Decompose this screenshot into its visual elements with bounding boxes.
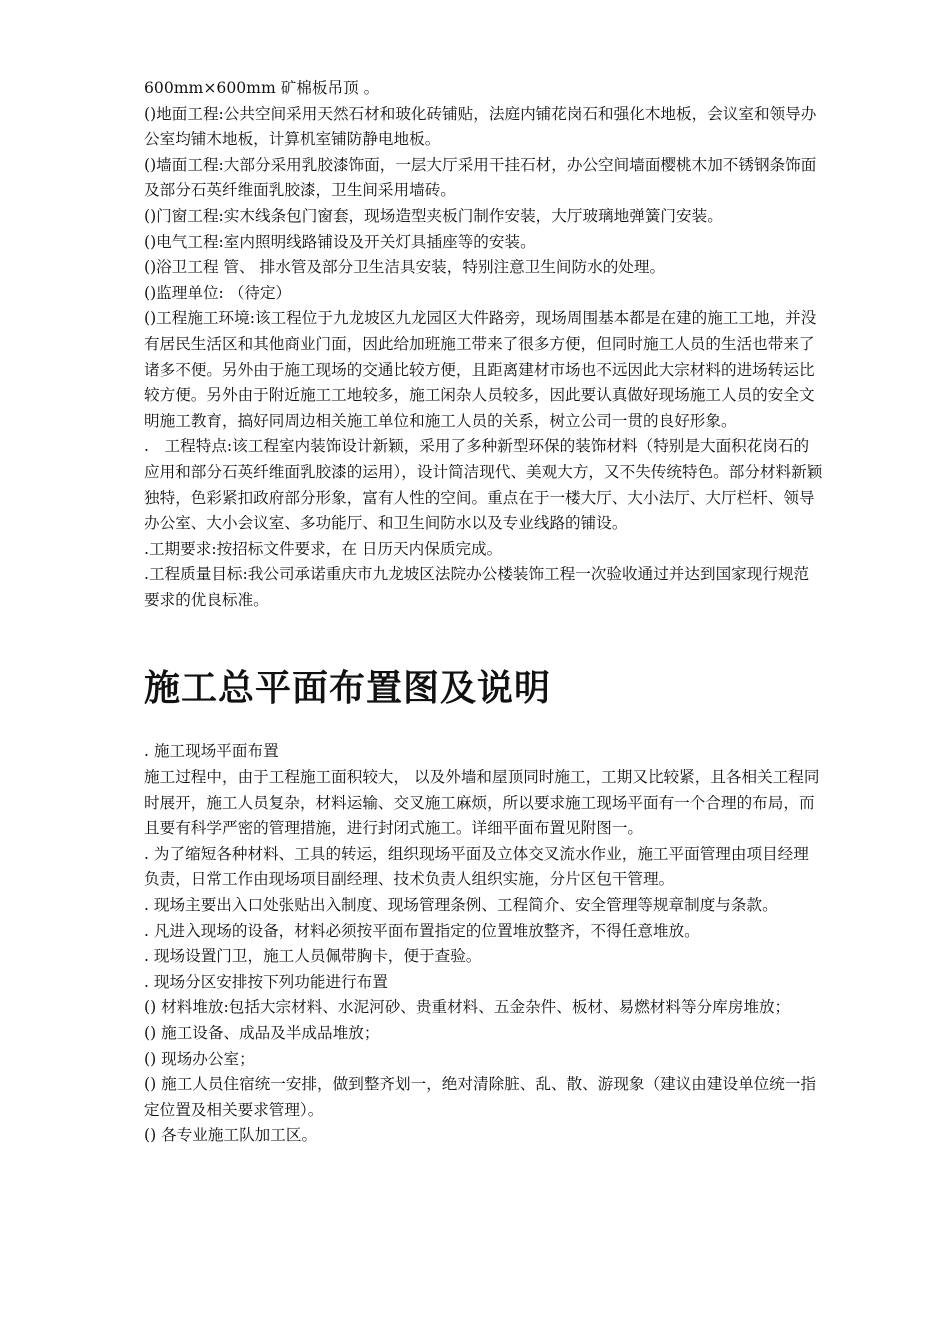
paragraph-zone-processing: () 各专业施工队加工区。 (144, 1126, 318, 1145)
section-site-layout (144, 739, 824, 1149)
paragraph-ceiling: 600mm×600mm 矿棉板吊顶 。 (144, 79, 380, 97)
document-page (144, 76, 824, 1149)
paragraph-site-layout-intro: 施工过程中，由于工程施工面积较大， 以及外墙和屋顶同时施工，工期又比较紧，且各相关工程同时展开，施工人员复杂，材料运输、交叉施工麻烦，所以要求施工现场平面有一个合理的布局，而且要有科学严密的管理措施，进行封闭式施工。详细平面布置见附图一。 (144, 768, 820, 838)
paragraph-door-window-works: ()门窗工程:实木线条包门窗套，现场造型夹板门制作安装，大厅玻璃地弹簧门安装。 (144, 206, 723, 225)
section-heading: 施工总平面布置图及说明 (144, 668, 552, 710)
paragraph-floor-works: ()地面工程:公共空间采用天然石材和玻化砖铺贴，法庭内铺花岗石和强化木地板，会议室和领导办公室均铺木地板，计算机室铺防静电地板。 (144, 104, 817, 149)
paragraph-site-layout-title: . 施工现场平面布置 (144, 742, 279, 761)
paragraph-zone-office: () 现场办公室； (144, 1049, 255, 1068)
paragraph-zone-equipment: () 施工设备、成品及半成品堆放； (144, 1024, 380, 1042)
paragraph-electrical-works: ()电气工程:室内照明线路铺设及开关灯具插座等的安装。 (144, 232, 536, 251)
paragraph-quality-target: .工程质量目标:我公司承诺重庆市九龙坡区法院办公楼装饰工程一次验收通过并达到国家现行规范要求的优良标准。 (144, 565, 810, 609)
paragraph-supervision-unit: ()监理单位: （待定） (144, 283, 292, 302)
paragraph-construction-environment: ()工程施工环境:该工程位于九龙坡区九龙园区大件路旁，现场周围基本都是在建的施工工地，并没有居民生活区和其他商业门面，因此给加班施工带来了很多方便，但同时施工人员的生活也带来了诸多不便。另外由于施工现场的交通比较方便，且距离建材市场也不远因此大宗材料的进场转运比较方便。另外由于附近施工工地较多，施工闲杂人员较多，因此要认真做好现场施工人员的安全文明施工教育，搞好同周边相关施工单位和施工人员的关系，树立公司一贯的良好形象。 (144, 309, 817, 430)
paragraph-wall-works: ()墙面工程:大部分采用乳胶漆饰面，一层大厅采用干挂石材，办公空间墙面樱桃木加不锈钢条饰面及部分石英纤维面乳胶漆，卫生间采用墙砖。 (144, 155, 817, 200)
paragraph-zoning: . 现场分区安排按下列功能进行布置 (144, 972, 388, 991)
paragraph-site-management: . 为了缩短各种材料、工具的转运，组织现场平面及立体交叉流水作业，施工平面管理由项目经理负责，日常工作由现场项目副经理、技术负责人组织实施，分片区包干管理。 (144, 844, 809, 889)
paragraph-zone-materials: () 材料堆放:包括大宗材料、水泥河砂、贵重材料、五金杂件、板材、易燃材料等分库房堆放； (144, 998, 791, 1017)
paragraph-material-storage-rule: . 凡进入现场的设备，材料必须按平面布置指定的位置堆放整齐，不得任意堆放。 (144, 921, 700, 940)
paragraph-schedule-requirement: .工期要求:按招标文件要求，在 日历天内保质完成。 (144, 539, 503, 558)
paragraph-sanitary-works: ()浴卫工程 管、 排水管及部分卫生洁具安装，特别注意卫生间防水的处理。 (144, 258, 666, 277)
paragraph-zone-accommodation: () 施工人员住宿统一安排，做到整齐划一，绝对清除脏、乱、散、游现象（建议由建设单位统一指定位置及相关要求管理）。 (144, 1075, 817, 1119)
paragraph-project-features: . 工程特点:该工程室内装饰设计新颖，采用了多种新型环保的装饰材料（特别是大面积花岗石的应用和部分石英纤维面乳胶漆的运用），设计简洁现代、美观大方，又不失传统特色。部分材料新颖独特，色彩紧扣政府部分形象，富有人性的空间。重点在于一楼大厅、大小法厅、大厅栏杆、领导办公室、大小会议室、多功能厅、和卫生间防水以及专业线路的铺设。 (144, 437, 823, 533)
paragraph-gatekeeper: . 现场设置门卫，施工人员佩带胸卡，便于查验。 (144, 947, 482, 966)
section-project-overview (144, 76, 824, 613)
paragraph-entrance-notices: . 现场主要出入口处张贴出入制度、现场管理条例、工程简介、安全管理等规章制度与条款。 (144, 896, 778, 915)
